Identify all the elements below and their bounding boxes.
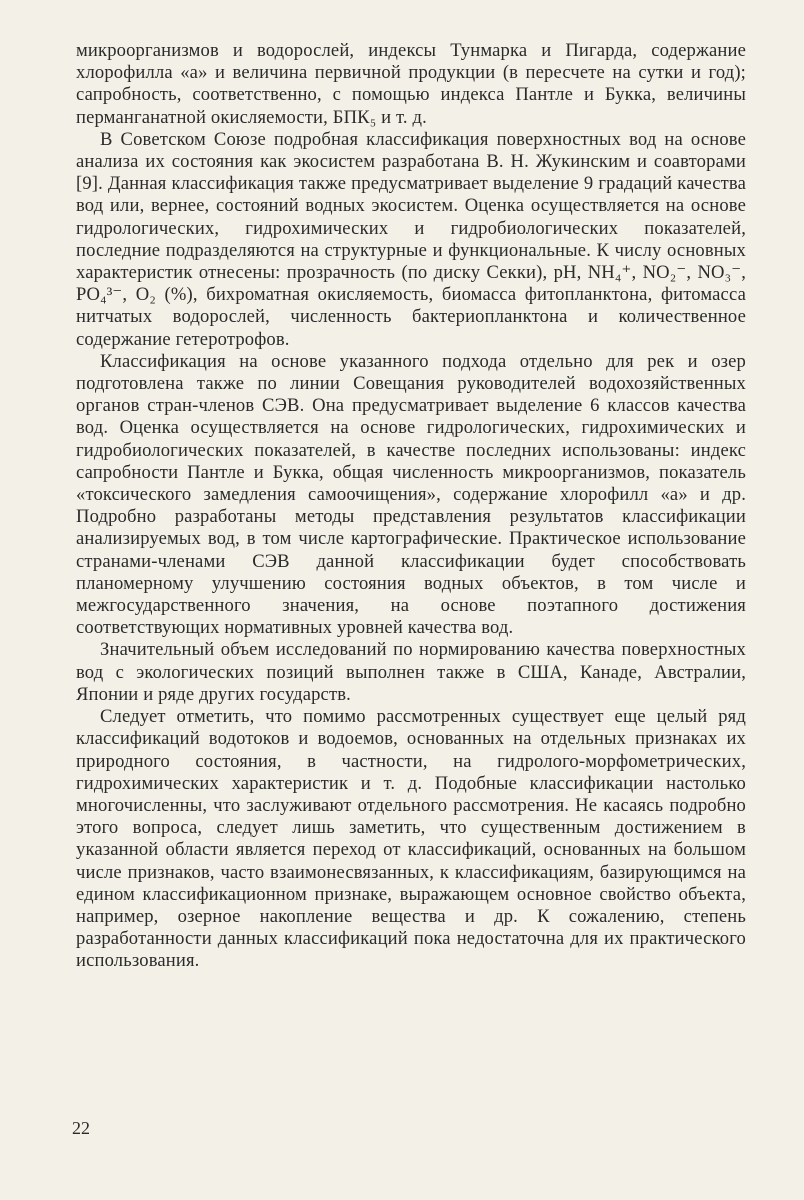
paragraph-foreign-research: Значительный объем исследований по нормированию качества поверхностных вод с экологических позиций выполнен также в США, Канаде, Австралии, Японии и ряде других государств. (76, 639, 746, 705)
paragraph-sev-classification: Классификация на основе указанного подхода отдельно для рек и озер подготовлена также по линии Совещания руководителей водохозяйственных органов стран-членов СЭВ. Она предусматривает выделение 6 классов качества вод. Оценка осуществляется на основе гидрологических, гидрохимических и гидробиологических показателей, в качестве последних использованы: индекс сапробности Пантле и Букка, общая численность микроорганизмов, показатель «токсического замедления самоочищения», содержание хлорофилл «а» и др. Подробно разработаны методы представления результатов классификации анализируемых вод, в том числе картографические. Практическое использование странами-членами СЭВ данной классификации будет способствовать планомерному улучшению состояния водных объектов, в том числе и межгосударственного значения, на основе поэтапного достижения соответствующих нормативных уровней качества вод. (76, 350, 746, 639)
paragraph-continuation: микроорганизмов и водорослей, индексы Тунмарка и Пигарда, содержание хлорофилла «а» и величина первичной продукции (в пересчете на сутки и год); сапробность, соответственно, с помощью индекса Пантле и Букка, величины перманганатной окисляемости, БПК₅ и т. д. (76, 40, 746, 128)
paragraph-other-classifications: Следует отметить, что помимо рассмотренных существует еще целый ряд классификаций водотоков и водоемов, основанных на отдельных признаках их природного состояния, в частности, на гидролого-морфометрических, гидрохимических характеристик и т. д. Подобные классификации настолько многочисленны, что заслуживают отдельного рассмотрения. Не касаясь подробно этого вопроса, следует лишь заметить, что существенным достижением в указанной области является переход от классификаций, основанных на большом числе признаков, часто взаимонесвязанных, к классификациям, базирующимся на едином классификационном признаке, выражающем основное свойство объекта, например, озерное накопление вещества и др. К сожалению, степень разработанности данных классификаций пока недостаточна для их практического использования. (76, 706, 746, 972)
page-number: 22 (72, 1118, 90, 1138)
paragraph-soviet-classification: В Советском Союзе подробная классификация поверхностных вод на основе анализа их состояния как экосистем разработана В. Н. Жукинским и соавторами [9]. Данная классификация также предусматривает выделение 9 градаций качества вод или, вернее, состояний водных экосистем. Оценка осуществляется на основе гидрологических, гидрохимических и гидробиологических показателей, последние подразделяются на структурные и функциональные. К числу основных характеристик отнесены: прозрачность (по диску Секки), pH, NH₄⁺, NO₂⁻, NO₃⁻, PO₄³⁻, O₂ (%), бихроматная окисляемость, биомасса фитопланктона, фитомасса нитчатых водорослей, численность бактериопланктона и количественное содержание гетеротрофов. (76, 128, 746, 350)
page-body (76, 40, 746, 973)
